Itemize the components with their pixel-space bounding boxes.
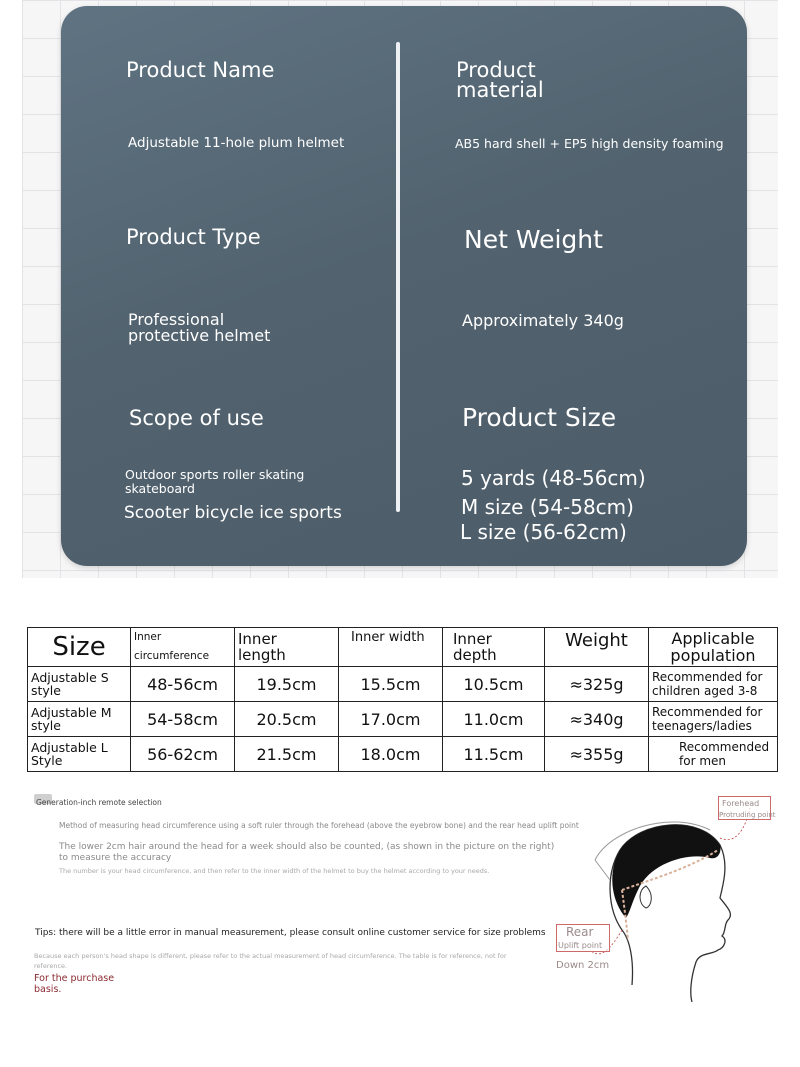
rear-label: Rear	[566, 925, 594, 939]
scope-of-use-line: Outdoor sports roller skating	[125, 467, 305, 482]
measure-tips: Tips: there will be a little error in manual measurement, please consult online customer service for size problems	[35, 928, 546, 938]
row-population-line: teenagers/ladies	[652, 719, 752, 733]
measure-purchase-line: For the purchase	[34, 973, 115, 984]
measure-number: The number is your head circumference, and then refer to the inner width of the helmet to buy the helmet according to your needs.	[59, 867, 490, 875]
header-inner-depth	[443, 628, 545, 667]
row-population-line: Recommended	[679, 740, 770, 754]
row-population	[649, 667, 778, 702]
row-style	[28, 702, 131, 737]
table-row	[28, 667, 778, 702]
measure-hair-line: The lower 2cm hair around the head for a week should also be counted, (as shown in the picture on the right)	[59, 842, 555, 852]
row-circumference: 56-62cm	[131, 737, 235, 772]
header-weight: Weight	[545, 628, 649, 667]
helmet-strap	[595, 860, 610, 880]
scope-of-use-line: skateboard	[125, 481, 195, 496]
row-style	[28, 737, 131, 772]
row-population-line: for men	[679, 754, 726, 768]
net-weight-value: Approximately 340g	[462, 311, 624, 330]
row-width: 18.0cm	[339, 737, 443, 772]
product-size-l: L size (56-62cm)	[460, 520, 627, 544]
measure-hair-line: to measure the accuracy	[59, 853, 172, 863]
measure-title: Generation-inch remote selection	[36, 798, 162, 807]
measure-purchase-line: basis.	[34, 984, 62, 995]
product-size-s: 5 yards (48-56cm)	[461, 466, 646, 490]
row-style-line: Style	[31, 753, 63, 768]
header-applicable-population	[649, 628, 778, 667]
header-line: length	[238, 646, 286, 664]
measure-disclaimer-line: reference.	[34, 962, 68, 970]
net-weight-label: Net Weight	[464, 225, 603, 254]
row-style-line: style	[31, 718, 61, 733]
measure-disclaimer	[34, 951, 507, 971]
measure-hair	[59, 842, 554, 864]
size-table	[27, 627, 778, 772]
header-inner-circumference	[131, 628, 235, 667]
row-length: 19.5cm	[235, 667, 339, 702]
product-material-label-line: Product	[456, 58, 536, 82]
header-inner-width: Inner width	[339, 628, 443, 667]
header-line: population	[670, 646, 756, 665]
product-type-value-line: Professional	[128, 310, 225, 329]
header-line: circumference	[134, 650, 210, 662]
row-population	[649, 702, 778, 737]
spec-divider	[396, 42, 400, 512]
scope-of-use-line-3: Scooter bicycle ice sports	[124, 503, 342, 523]
product-material-label-line: material	[456, 78, 544, 102]
product-name-value: Adjustable 11-hole plum helmet	[128, 135, 345, 151]
product-type-value-line: protective helmet	[128, 326, 271, 345]
row-depth: 11.5cm	[443, 737, 545, 772]
product-material-label	[456, 60, 544, 100]
uplift-label: Uplift point	[558, 941, 603, 950]
row-population	[649, 737, 778, 772]
row-style	[28, 667, 131, 702]
head-measurement-illustration	[550, 790, 790, 1005]
row-population-line: children aged 3-8	[652, 684, 758, 698]
hair-shape	[612, 825, 720, 918]
row-width: 15.5cm	[339, 667, 443, 702]
header-line: Inner	[238, 630, 277, 648]
row-weight: ≈325g	[545, 667, 649, 702]
header-line: depth	[453, 646, 497, 664]
header-line: Inner	[134, 631, 162, 643]
row-circumference: 48-56cm	[131, 667, 235, 702]
row-length: 20.5cm	[235, 702, 339, 737]
row-style-line: Adjustable S	[31, 670, 109, 685]
product-material-value: AB5 hard shell + EP5 high density foaming	[455, 136, 724, 151]
row-style-line: Adjustable L	[31, 740, 108, 755]
row-weight: ≈355g	[545, 737, 649, 772]
row-depth: 10.5cm	[443, 667, 545, 702]
row-style-line: style	[31, 683, 61, 698]
product-size-label: Product Size	[462, 403, 617, 432]
row-depth: 11.0cm	[443, 702, 545, 737]
measure-purchase	[34, 973, 114, 995]
product-name-label: Product Name	[126, 58, 275, 82]
table-header-row	[28, 628, 778, 667]
product-type-value	[128, 312, 270, 344]
forehead-label: Forehead	[722, 799, 760, 808]
scope-of-use-value	[125, 468, 304, 496]
table-row	[28, 702, 778, 737]
row-length: 21.5cm	[235, 737, 339, 772]
down-label: Down 2cm	[556, 960, 610, 971]
row-style-line: Adjustable M	[31, 705, 112, 720]
row-population-line: Recommended for	[652, 705, 763, 719]
measure-disclaimer-line: Because each person's head shape is different, please refer to the actual measurement of head circumference. The table is for reference, not for	[34, 952, 507, 960]
header-size: Size	[28, 628, 131, 667]
ear-shape	[640, 886, 651, 908]
protruding-label: Protruding point	[719, 811, 776, 819]
row-circumference: 54-58cm	[131, 702, 235, 737]
header-inner-length	[235, 628, 339, 667]
row-population-line: Recommended for	[652, 670, 763, 684]
row-weight: ≈340g	[545, 702, 649, 737]
product-type-label: Product Type	[126, 225, 261, 249]
scope-of-use-label: Scope of use	[129, 406, 264, 430]
row-width: 17.0cm	[339, 702, 443, 737]
product-size-m: M size (54-58cm)	[461, 495, 634, 519]
header-line: Inner	[453, 630, 492, 648]
table-row	[28, 737, 778, 772]
header-line: Applicable	[671, 629, 755, 648]
measure-method: Method of measuring head circumference using a soft ruler through the forehead (above the eyebrow bone) and the rear head uplift point	[59, 821, 579, 830]
